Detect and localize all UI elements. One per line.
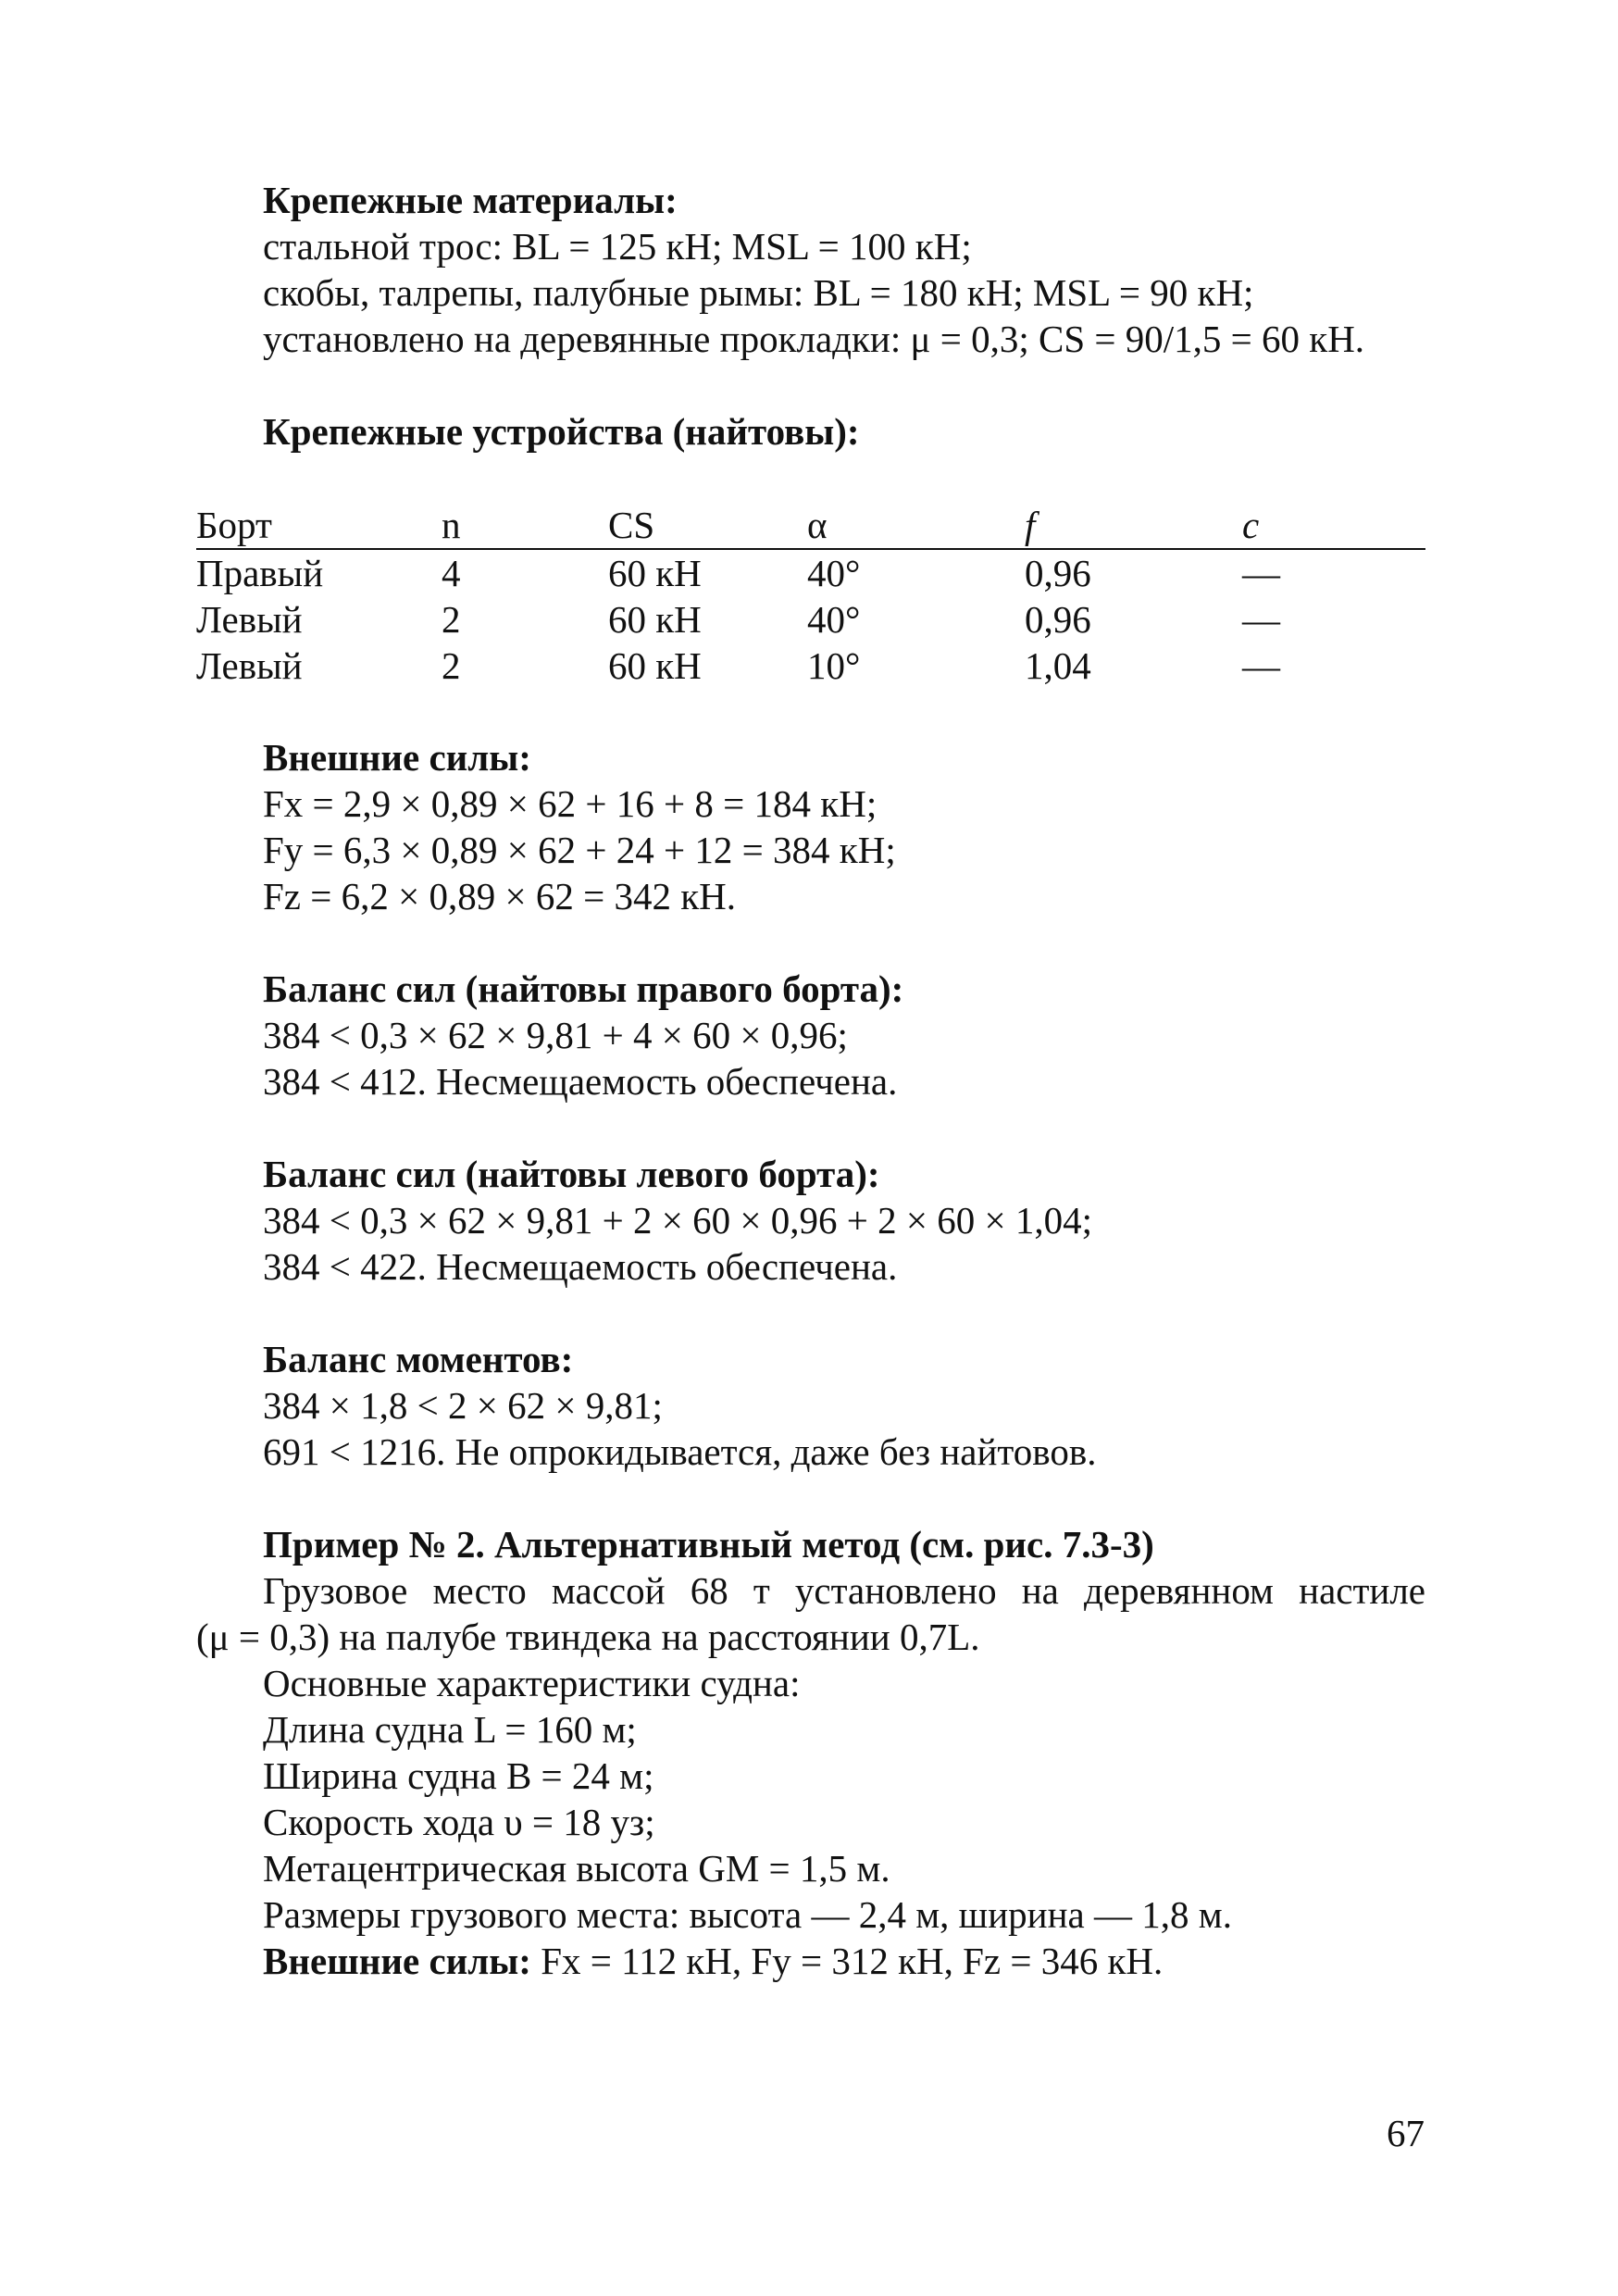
table-row (196, 549, 1425, 596)
header-n: n (442, 502, 608, 549)
example2-heading: Пример № 2. Альтернативный метод (см. рис. 7.3-3) (263, 1523, 1154, 1566)
balance-right-heading: Баланс сил (найтовы правого борта): (263, 967, 904, 1010)
balance-left-line2: 384 < 422. Несмещаемость обеспечена. (263, 1245, 898, 1288)
table-row (196, 643, 1425, 689)
ship-heading: Основные характеристики судна: (263, 1662, 801, 1704)
lashings-table (196, 502, 1425, 689)
ship-gm: Метацентрическая высота GM = 1,5 м. (263, 1847, 890, 1890)
materials-heading: Крепежные материалы: (263, 179, 678, 221)
cell-n: 2 (442, 598, 461, 641)
header-side: Борт (196, 502, 442, 549)
cell-alpha: 10° (807, 644, 861, 687)
cell-cs: 60 кН (608, 598, 702, 641)
materials-dunnage: установлено на деревянные прокладки: μ = 0,3; CS = 90/1,5 = 60 кН. (263, 318, 1365, 360)
balance-right-line1: 384 < 0,3 × 62 × 9,81 + 4 × 60 × 0,96; (263, 1014, 848, 1056)
cell-c: — (1242, 552, 1280, 594)
devices-heading: Крепежные устройства (найтовы): (263, 410, 860, 453)
header-cs: CS (608, 502, 807, 549)
moments-heading: Баланс моментов: (263, 1338, 574, 1380)
cargo-dimensions: Размеры грузового места: высота — 2,4 м, ширина — 1,8 м. (263, 1893, 1232, 1936)
moments-line1: 384 × 1,8 < 2 × 62 × 9,81; (263, 1384, 663, 1427)
example2-forces-values: Fx = 112 кН, Fy = 312 кН, Fz = 346 кН. (541, 1940, 1164, 1982)
example2-forces (263, 1942, 1163, 1980)
header-c: c (1242, 502, 1425, 549)
cell-f: 0,96 (1025, 598, 1091, 641)
ship-breadth: Ширина судна B = 24 м; (263, 1754, 654, 1797)
example2-para-line2: (μ = 0,3) на палубе твиндека на расстоянии 0,7L. (196, 1616, 980, 1658)
moments-line2: 691 < 1216. Не опрокидывается, даже без найтовов. (263, 1430, 1097, 1473)
balance-right-line2: 384 < 412. Несмещаемость обеспечена. (263, 1060, 898, 1103)
cell-alpha: 40° (807, 598, 861, 641)
table-row (196, 596, 1425, 643)
header-f: f (1025, 502, 1242, 549)
force-fx: Fx = 2,9 × 0,89 × 62 + 16 + 8 = 184 кН; (263, 782, 877, 825)
cell-side: Левый (196, 598, 303, 641)
balance-left-line1: 384 < 0,3 × 62 × 9,81 + 2 × 60 × 0,96 + 2 × 60 × 1,04; (263, 1199, 1092, 1242)
cell-f: 1,04 (1025, 644, 1091, 687)
cell-cs: 60 кН (608, 644, 702, 687)
page-number: 67 (1387, 2112, 1425, 2154)
example2-forces-label: Внешние силы: (263, 1940, 531, 1982)
cell-side: Правый (196, 552, 324, 594)
cell-f: 0,96 (1025, 552, 1091, 594)
force-fy: Fy = 6,3 × 0,89 × 62 + 24 + 12 = 384 кН; (263, 829, 896, 871)
ship-speed: Скорость хода υ = 18 уз; (263, 1801, 655, 1843)
ship-length: Длина судна L = 160 м; (263, 1708, 637, 1751)
materials-wire: стальной трос: BL = 125 кН; MSL = 100 кН; (263, 225, 972, 268)
cell-c: — (1242, 598, 1280, 641)
table-header-row (196, 502, 1425, 549)
cell-c: — (1242, 644, 1280, 687)
cell-n: 4 (442, 552, 461, 594)
header-alpha: α (807, 502, 1025, 549)
forces-heading: Внешние силы: (263, 736, 531, 779)
cell-cs: 60 кН (608, 552, 702, 594)
materials-shackles: скобы, талрепы, палубные рымы: BL = 180 кН; MSL = 90 кН; (263, 271, 1254, 314)
force-fz: Fz = 6,2 × 0,89 × 62 = 342 кН. (263, 875, 737, 917)
cell-side: Левый (196, 644, 303, 687)
example2-para-line1: Грузовое место массой 68 т установлено на деревянном настиле (263, 1569, 1425, 1612)
cell-alpha: 40° (807, 552, 861, 594)
balance-left-heading: Баланс сил (найтовы левого борта): (263, 1153, 880, 1195)
cell-n: 2 (442, 644, 461, 687)
